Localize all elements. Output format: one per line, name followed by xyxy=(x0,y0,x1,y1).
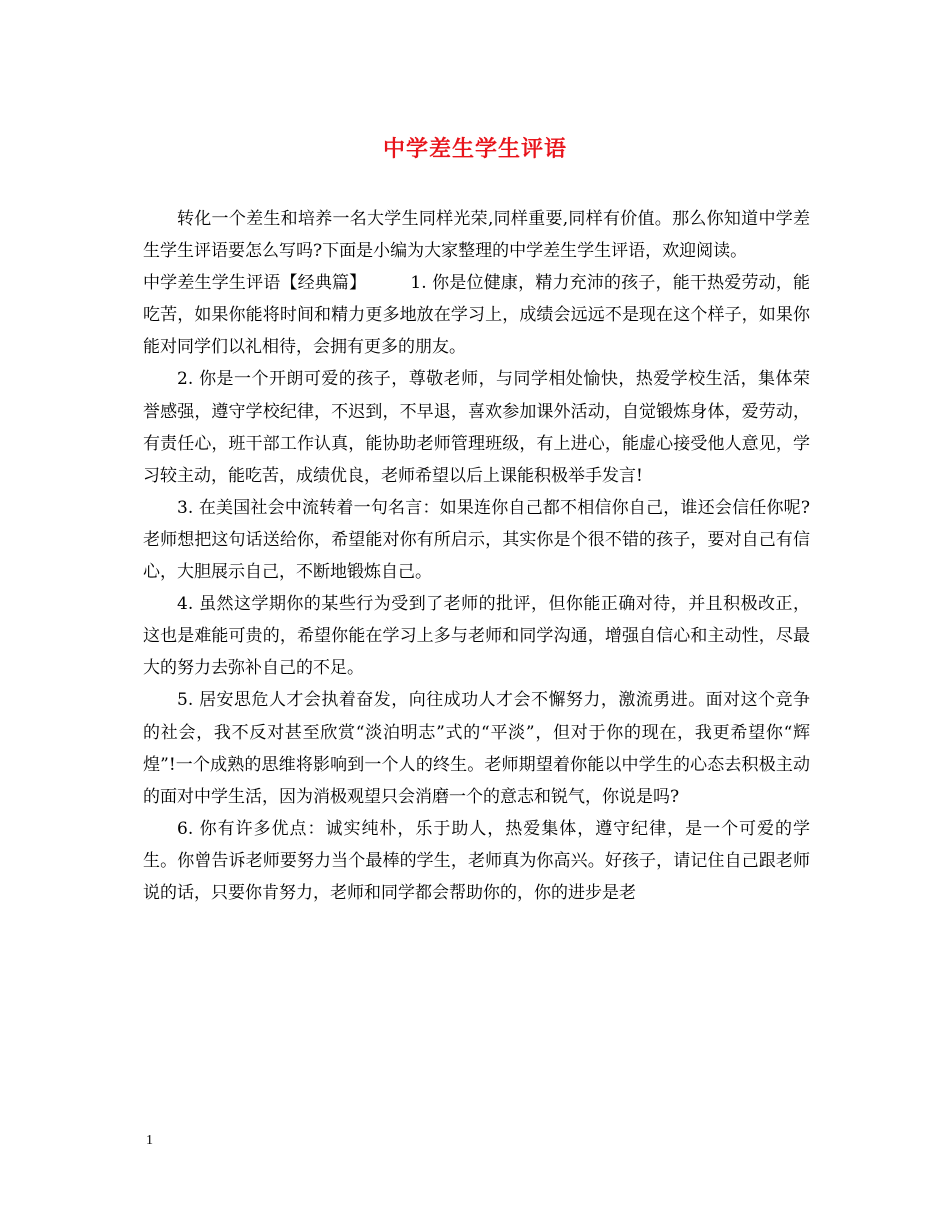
comment-paragraph-6: 6. 你有许多优点：诚实纯朴，乐于助人，热爱集体，遵守纪律，是一个可爱的学生。你曾告诉老师要努力当个最棒的学生，老师真为你高兴。好孩子，请记住自己跟老师说的话，只要你肯努力，老师和同学都会帮助你的，你的进步是老 xyxy=(143,818,810,903)
comment-paragraph-1 xyxy=(143,267,810,363)
comment-paragraph-4: 4. 虽然这学期你的某些行为受到了老师的批评，但你能正确对待，并且积极改正，这也是难能可贵的，希望你能在学习上多与老师和同学沟通，增强自信心和主动性，尽最大的努力去弥补自己的不足。 xyxy=(143,594,810,679)
intro-paragraph: 转化一个差生和培养一名大学生同样光荣,同样重要,同样有价值。那么你知道中学差生学生评语要怎么写吗?下面是小编为大家整理的中学差生学生评语，欢迎阅读。 xyxy=(143,209,810,262)
comment-paragraph-2: 2. 你是一个开朗可爱的孩子，尊敬老师，与同学相处愉快，热爱学校生活，集体荣誉感强，遵守学校纪律，不迟到，不早退，喜欢参加课外活动，自觉锻炼身体，爱劳动，有责任心，班干部工作认真，能协助老师管理班级，有上进心，能虚心接受他人意见，学习较主动，能吃苦，成绩优良，老师希望以后上课能积极举手发言! xyxy=(143,369,810,486)
comment-text-1: 1. 你是位健康，精力充沛的孩子，能干热爱劳动，能吃苦，如果你能将时间和精力更多地放在学习上，成绩会远远不是现在这个样子，如果你能对同学们以礼相待，会拥有更多的朋友。 xyxy=(143,273,811,358)
comment-paragraph-3: 3. 在美国社会中流转着一句名言：如果连你自己都不相信你自己，谁还会信任你呢?老师想把这句话送给你，希望能对你有所启示，其实你是个很不错的孩子，要对自己有信心，大胆展示自己，不断地锻炼自己。 xyxy=(143,497,810,583)
section-heading: 中学差生学生评语【经典篇】 xyxy=(143,273,367,294)
document-body xyxy=(143,203,810,909)
comment-paragraph-5: 5. 居安思危人才会执着奋发，向往成功人才会不懈努力，激流勇进。面对这个竞争的社会，我不反对甚至欣赏“淡泊明志”式的“平淡”，但对于你的现在，我更希望你“辉煌”!一个成熟的思维将影响到一个人的终生。老师期望着你能以中学生的心态去积极主动的面对中学生活，因为消极观望只会消磨一个的意志和锐气，你说是吗? xyxy=(143,690,810,807)
document-title: 中学差生学生评语 xyxy=(382,136,567,162)
page-number: 1 xyxy=(146,1133,153,1148)
